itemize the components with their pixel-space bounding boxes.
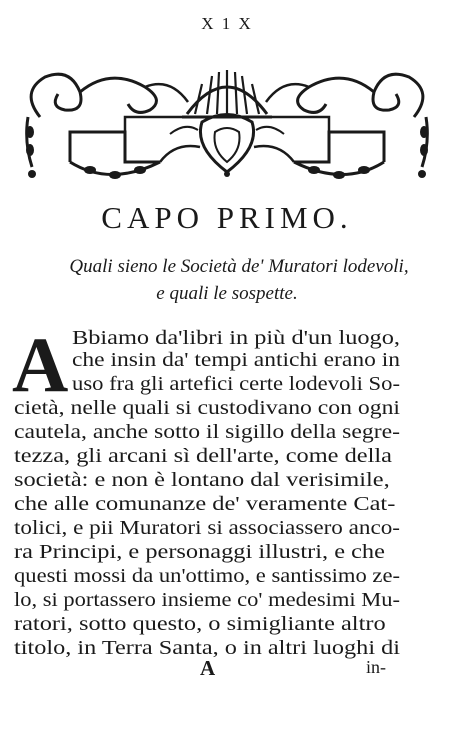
body-line-1: Bbiamo da'libri in più d'un luogo, xyxy=(72,328,400,349)
body-line-6: tezza, gli arcani sì dell'arte, come della xyxy=(14,446,392,467)
body-line-5: cautela, anche sotto il sigillo della segre- xyxy=(14,422,400,443)
body-line-7: società: e non è lontano dal verisimile, xyxy=(14,470,390,491)
body-line-14: titolo, in Terra Santa, o in altri luoghi di xyxy=(14,638,400,659)
body-line-9: tolici, e pii Muratori si associassero anco- xyxy=(14,518,400,539)
ornamental-headpiece xyxy=(10,62,444,187)
body-line-11: questi mossi da un'ottimo, e santissimo ze- xyxy=(14,566,400,587)
catchword: in- xyxy=(366,657,386,677)
body-line-10: ra Principi, e personaggi illustri, e che xyxy=(14,542,385,563)
body-line-3: uso fra gli artefici certe lodevoli So- xyxy=(72,374,401,395)
subtitle-line-1: Quali sieno le Società de' Muratori lodevoli, xyxy=(69,256,409,277)
body-line-12: lo, si portassero insieme co' medesimi Mu- xyxy=(14,590,400,611)
body-line-4: cietà, nelle quali si custodivano con ogni xyxy=(14,398,400,419)
subtitle-line-2: e quali le sospette. xyxy=(156,283,298,304)
page-number: X 1 X xyxy=(201,14,253,33)
signature-mark: A xyxy=(200,656,216,680)
drop-cap-initial: A xyxy=(12,321,69,408)
chapter-title: CAPO PRIMO. xyxy=(101,200,353,235)
body-line-2: che insin da' tempi antichi erano in xyxy=(72,350,400,371)
body-line-8: che alle comunanze de' veramente Cat- xyxy=(14,494,396,515)
body-line-13: ratori, sotto questo, o simigliante altro xyxy=(14,614,386,635)
